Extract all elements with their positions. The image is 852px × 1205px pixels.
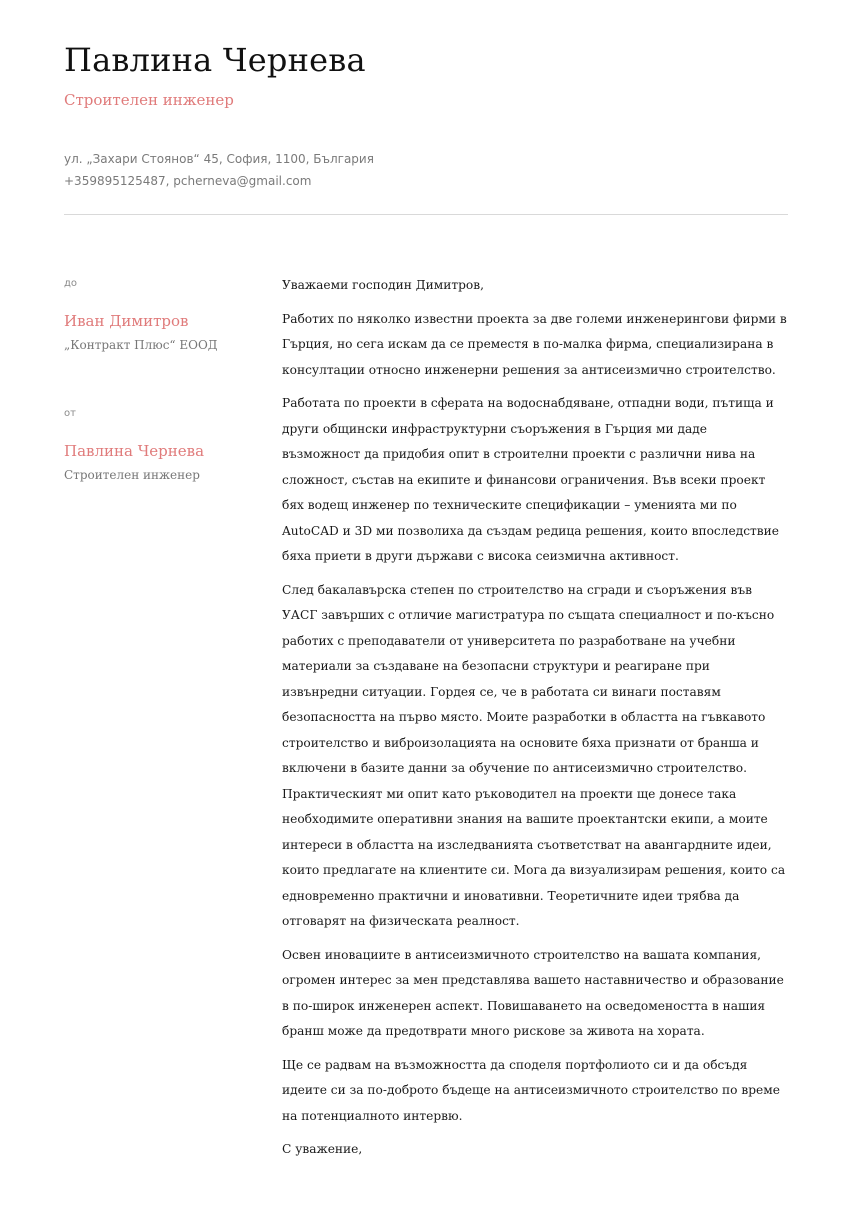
contact-address: ул. „Захари Стоянов“ 45, София, 1100, България (64, 152, 374, 166)
letter-sidebar (64, 276, 264, 484)
sender-full-name: Павлина Чернева (64, 41, 366, 79)
sender-title: Строителен инженер (64, 468, 200, 482)
letter-paragraph-1: Работих по няколко известни проекта за две големи инженерингови фирми в Гърция, но сега искам да се преместя в по-малка фирма, специализирана в консултации относно инженерни решения за антисеизмично строителство. (282, 311, 787, 377)
header-divider (64, 214, 788, 215)
sender-block (64, 406, 264, 484)
letter-greeting: Уважаеми господин Димитров, (282, 278, 484, 292)
contact-info (64, 148, 788, 192)
letter-paragraph-3: След бакалавърска степен по строителство на сгради и съоръжения във УАСГ завърших с отличие магистратура по същата специалност и по-късно работих с преподаватели от университета по разработване на учебни материали за създаване на безопасни структури и реагиране при извънредни ситуации. Гордея се, че в работата си винаги поставям безопасността на първо място. Моите разработки в областта на гъвкавото строителство и виброизолацията на основите бяха признати от бранша и включени в базите данни за обучение по антисеизмично строителство. Практическият ми опит като ръководител на проекти ще донесе така необходимите оперативни знания на вашите проектантски екипи, а моите интереси в областта на изследванията съответстват на авангардните идеи, които предлагате на клиентите си. Мога да визуализирам решения, които са едновременно практични и иновативни. Теоретичните идеи трябва да отговарят на физическата реалност. (282, 582, 786, 928)
contact-phone-email: +359895125487, pcherneva@gmail.com (64, 174, 312, 188)
recipient-name: Иван Димитров (64, 312, 189, 330)
letter-paragraph-5: Ще се радвам на възможността да споделя портфолиото си и да обсъдя идеите си за по-доброто бъдеще на антисеизмичното строителство по време на потенциалното интервю. (282, 1057, 780, 1123)
letter-paragraph-4: Освен иновациите в антисеизмичното строителство на вашата компания, огромен интерес за мен представлява вашето наставничество и образование в по-широк инженерен аспект. Повишаването на осведомеността в нашия бранш може да предотврати много рискове за живота на хората. (282, 947, 784, 1038)
letter-header (64, 38, 788, 192)
from-label: от (64, 408, 76, 419)
recipient-block (64, 276, 264, 354)
letter-closing: С уважение, (282, 1142, 363, 1156)
sender-name: Павлина Чернева (64, 442, 205, 460)
sender-job-title: Строителен инженер (64, 91, 234, 109)
recipient-company: „Контракт Плюс“ ЕООД (64, 338, 218, 352)
letter-body (282, 273, 788, 1171)
to-label: до (64, 278, 78, 289)
letter-paragraph-2: Работата по проекти в сферата на водоснабдяване, отпадни води, пътища и други общински инфраструктурни съоръжения в Гърция ми даде възможност да придобия опит в строителни проекти с различни нива на сложност, състав на екипите и финансови ограничения. Във всеки проект бях водещ инженер по техническите спецификации – уменията ми по AutoCAD и 3D ми позволиха да създам редица решения, които впоследствие бяха приети в други държави с висока сеизмична активност. (282, 396, 779, 563)
